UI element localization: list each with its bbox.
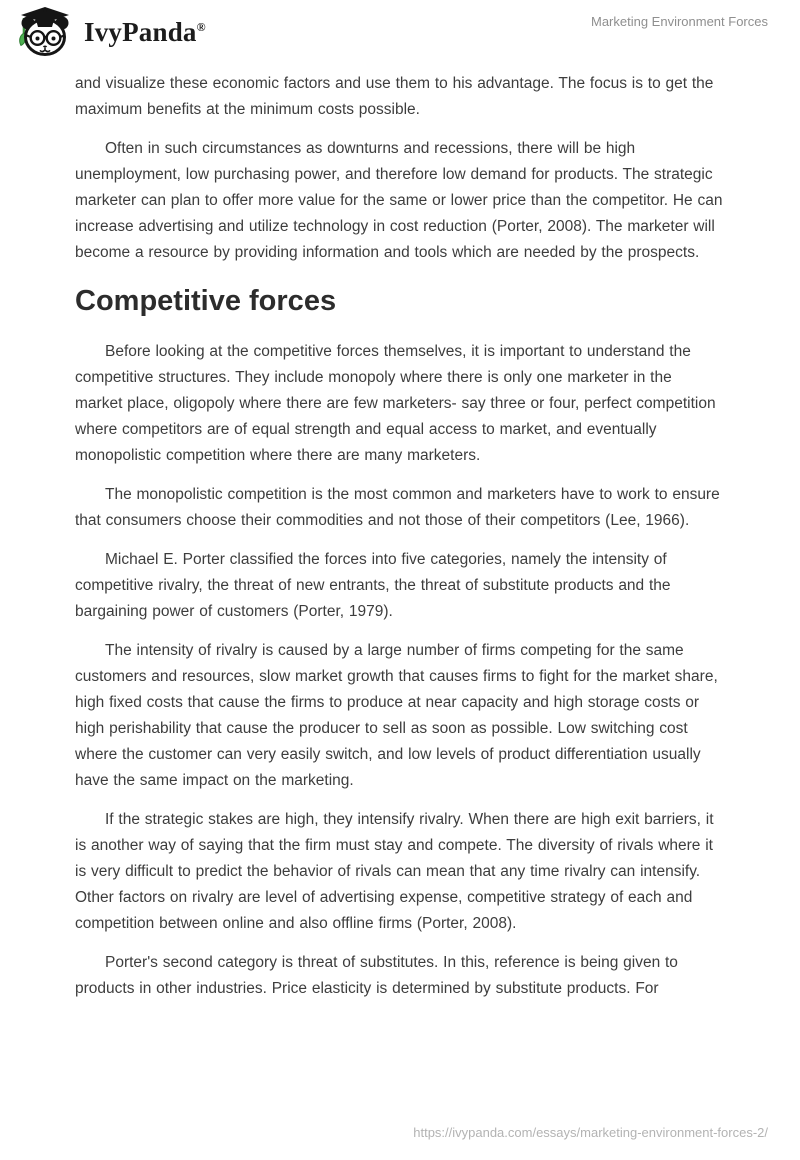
section-heading: Competitive forces xyxy=(75,285,337,317)
paragraph: and visualize these economic factors and use them to his advantage. The focus is to get the maximum benefits at the minimum costs possible. xyxy=(75,75,714,118)
paragraph: Often in such circumstances as downturns and recessions, there will be high unemployment, low purchasing power, and therefore low demand for products. The strategic marketer can plan to offer more value for the same or lower price than the competitor. He can increase advertising and utilize technology in cost reduction (Porter, 2008). The marketer will become a resource by providing information and tools which are needed by the prospects. xyxy=(75,140,723,261)
source-url: https://ivypanda.com/essays/marketing-environment-forces-2/ xyxy=(413,1125,768,1140)
logo-name: IvyPanda xyxy=(84,16,197,47)
ivypanda-logo xyxy=(15,6,206,58)
logo-wordmark xyxy=(84,17,206,48)
running-head-title: Marketing Environment Forces xyxy=(590,14,768,29)
paragraph: Michael E. Porter classified the forces into five categories, namely the intensity of competitive rivalry, the threat of new entrants, the threat of substitute products and the bargaining power of customers (Porter, 1979). xyxy=(75,551,671,620)
paragraph: Before looking at the competitive forces themselves, it is important to understand the competitive structures. They include monopoly where there is only one marketer in the market place, oligopoly where there are few marketers- say three or four, perfect competition where competitors are of equal strength and equal access to market, and eventually monopolistic competition where there are many marketers. xyxy=(75,343,716,464)
paragraph: If the strategic stakes are high, they intensify rivalry. When there are high exit barriers, it is another way of saying that the firm must stay and compete. The diversity of rivals where it is very difficult to predict the behavior of rivals can mean that any time rivalry can intensify. Other factors on rivalry are level of advertising expense, competitive strategy of each and competition between online and also offline firms (Porter, 2008). xyxy=(75,811,714,932)
paragraph: Porter's second category is threat of substitutes. In this, reference is being given to products in other industries. Price elasticity is determined by substitute products. For xyxy=(75,954,678,997)
paragraph: The monopolistic competition is the most common and marketers have to work to ensure that consumers choose their commodities and not those of their competitors (Lee, 1966). xyxy=(75,486,720,529)
paragraph: The intensity of rivalry is caused by a large number of firms competing for the same customers and resources, slow market growth that causes firms to fight for the market share, high fixed costs that cause the firms to produce at near capacity and high storage costs or high perishability that cause the producer to sell as soon as possible. Low switching cost where the customer can very easily switch, and low levels of product differentiation usually have the same impact on the marketing. xyxy=(75,642,718,789)
registered-trademark: ® xyxy=(196,19,206,34)
panda-graduate-icon xyxy=(15,6,75,58)
